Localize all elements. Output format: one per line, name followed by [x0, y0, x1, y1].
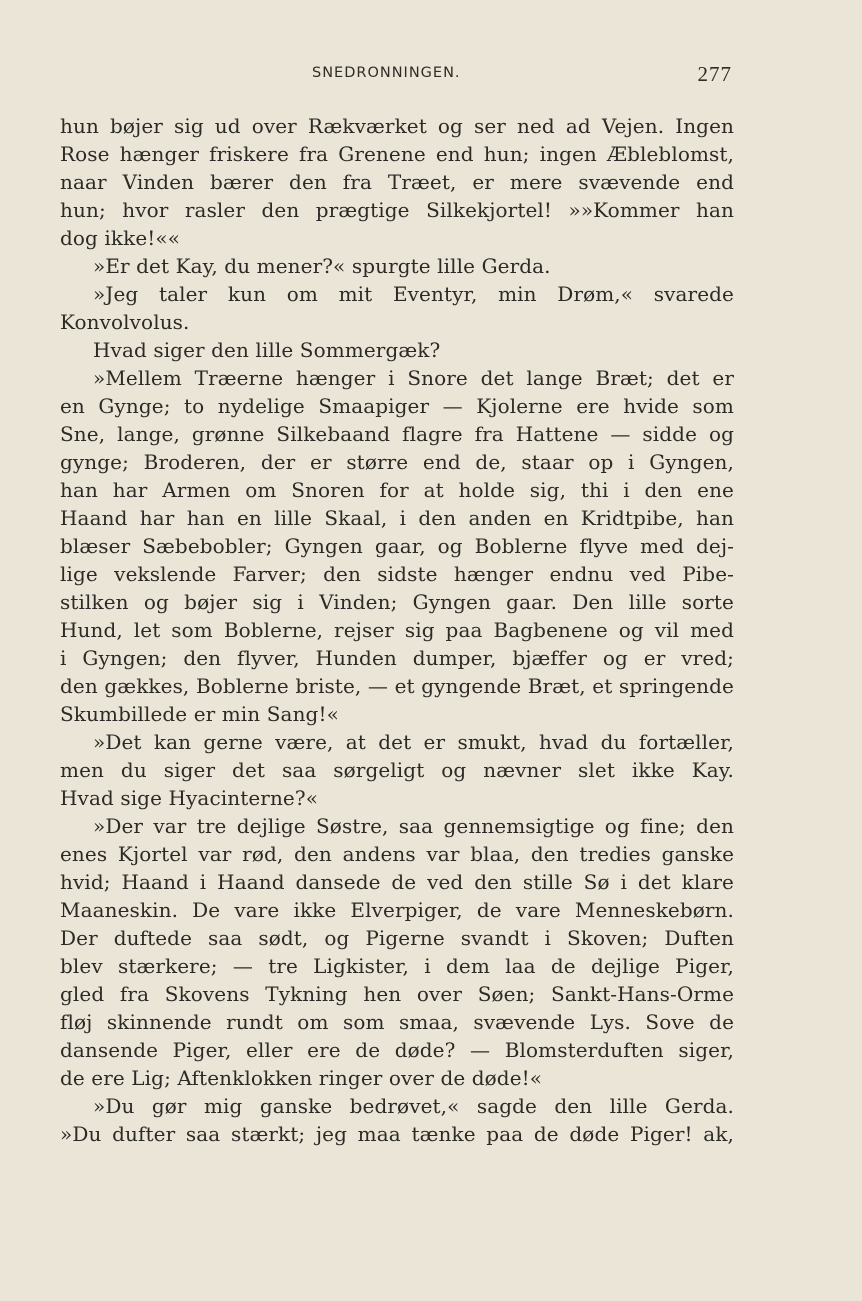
text-line: en Gynge; to nydelige Smaapiger — Kjolerne ere hvide som	[60, 394, 734, 418]
text-line: Der duftede saa sødt, og Pigerne svandt i Skoven; Duften	[60, 926, 734, 950]
text-line: »Det kan gerne være, at det er smukt, hvad du fortæller,	[93, 730, 734, 754]
text-line: hun; hvor rasler den prægtige Silkekjortel! »»Kommer han	[60, 198, 734, 222]
text-line: men du siger det saa sørgeligt og nævner slet ikke Kay.	[60, 758, 734, 782]
text-line: dansende Piger, eller ere de døde? — Blomsterduften siger,	[60, 1038, 734, 1062]
text-line: fløj skinnende rundt om som smaa, svævende Lys. Sove de	[60, 1010, 734, 1034]
text-line: »Du dufter saa stærkt; jeg maa tænke paa de døde Piger! ak,	[60, 1122, 734, 1146]
running-title: SNEDRONNINGEN.	[312, 65, 461, 81]
text-line: Hvad siger den lille Sommergæk?	[93, 338, 441, 362]
text-line: hvid; Haand i Haand dansede de ved den stille Sø i det klare	[60, 870, 734, 894]
text-line: »Er det Kay, du mener?« spurgte lille Gerda.	[93, 254, 551, 278]
body-text	[60, 112, 734, 1148]
text-line: gled fra Skovens Tykning hen over Søen; Sankt-Hans-Orme	[60, 982, 734, 1006]
text-line: blæser Sæbebobler; Gyngen gaar, og Boblerne flyve med dej-	[60, 534, 734, 558]
text-line: gynge; Broderen, der er større end de, staar op i Gyngen,	[60, 450, 734, 474]
text-line: lige vekslende Farver; den sidste hænger endnu ved Pibe-	[60, 562, 734, 586]
running-head	[60, 63, 734, 87]
text-line: Sne, lange, grønne Silkebaand flagre fra Hattene — sidde og	[60, 422, 734, 446]
text-line: blev stærkere; — tre Ligkister, i dem laa de dejlige Piger,	[60, 954, 734, 978]
text-line: den gækkes, Boblerne briste, — et gyngende Bræt, et springende	[60, 674, 734, 698]
text-line: enes Kjortel var rød, den andens var blaa, den tredies ganske	[60, 842, 734, 866]
text-line: Haand har han en lille Skaal, i den anden en Kridtpibe, han	[60, 506, 734, 530]
text-line: hun bøjer sig ud over Rækværket og ser ned ad Vejen. Ingen	[60, 114, 734, 138]
text-line: »Du gør mig ganske bedrøvet,« sagde den lille Gerda.	[93, 1094, 734, 1118]
text-line: »Der var tre dejlige Søstre, saa gennemsigtige og fine; den	[93, 814, 734, 838]
page-number: 277	[697, 62, 732, 86]
text-line: »Jeg taler kun om mit Eventyr, min Drøm,« svarede	[93, 282, 734, 306]
text-line: stilken og bøjer sig i Vinden; Gyngen gaar. Den lille sorte	[60, 590, 734, 614]
text-line: Konvolvolus.	[60, 310, 190, 334]
text-line: Hvad sige Hyacinterne?«	[60, 786, 319, 810]
text-line: Maaneskin. De vare ikke Elverpiger, de vare Menneskebørn.	[60, 898, 734, 922]
text-line: han har Armen om Snoren for at holde sig, thi i den ene	[60, 478, 734, 502]
text-line: »Mellem Træerne hænger i Snore det lange Bræt; det er	[93, 366, 734, 390]
text-line: dog ikke!««	[60, 226, 181, 250]
text-line: Hund, let som Boblerne, rejser sig paa Bagbenene og vil med	[60, 618, 734, 642]
text-line: Skumbillede er min Sang!«	[60, 702, 339, 726]
text-line: Rose hænger friskere fra Grenene end hun; ingen Æbleblomst,	[60, 142, 734, 166]
text-line: i Gyngen; den flyver, Hunden dumper, bjæffer og er vred;	[60, 646, 734, 670]
text-line: naar Vinden bærer den fra Træet, er mere svævende end	[60, 170, 734, 194]
text-line: de ere Lig; Aftenklokken ringer over de døde!«	[60, 1066, 543, 1090]
